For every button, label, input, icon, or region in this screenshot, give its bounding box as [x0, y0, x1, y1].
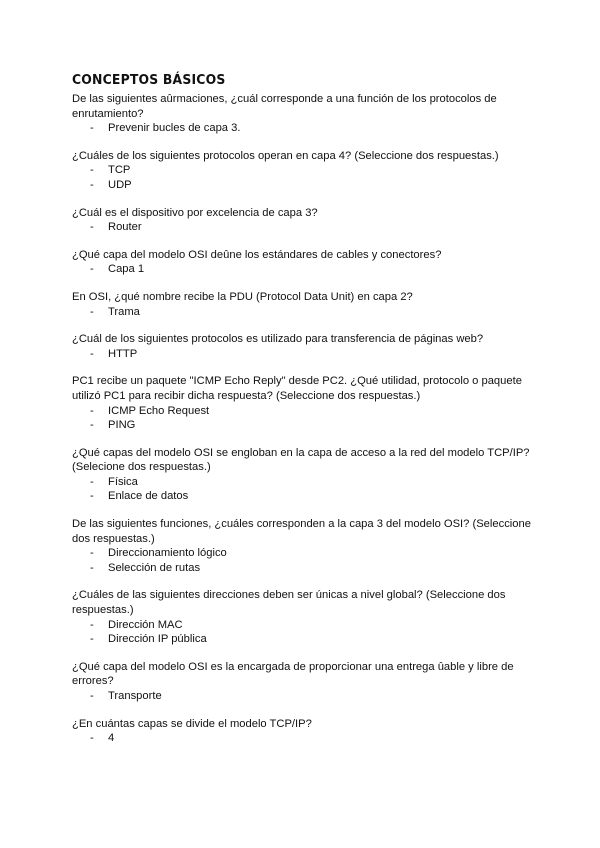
question-text: ¿En cuántas capas se divide el modelo TCP/IP? [72, 717, 312, 730]
question-text: PC1 recibe un paquete "ICMP Echo Reply" desde PC2. ¿Qué utilidad, protocolo o paquete utilizó PC1 para recibir dicha respuesta? (Seleccione dos respuestas.) [72, 375, 522, 402]
answer-list [72, 220, 542, 235]
question-text: ¿Qué capa del modelo OSI es la encargada de proporcionar una entrega ûable y libre de errores? [72, 660, 514, 688]
answer-item: - Capa 1 [72, 262, 542, 277]
answer-item: - Física [72, 475, 542, 490]
answer-item: - TCP [72, 163, 542, 178]
answer-item: - Enlace de datos [72, 489, 542, 504]
answer-list [72, 475, 542, 504]
question-text: ¿Cuáles de las siguientes direcciones deben ser únicas a nivel global? (Seleccione dos respuestas.) [72, 589, 506, 617]
answer-list [72, 121, 542, 136]
document-page [72, 72, 542, 759]
question-block [72, 374, 542, 432]
answer-list [72, 347, 542, 362]
question-block [72, 149, 542, 193]
question-text: ¿Qué capas del modelo OSI se engloban en la capa de acceso a la red del modelo TCP/IP? (Selecione dos respuestas.) [72, 446, 530, 474]
question-text: ¿Cuáles de los siguientes protocolos operan en capa 4? (Seleccione dos respuestas.) [72, 149, 499, 162]
answer-item: - Transporte [72, 689, 542, 704]
question-text: De las siguientes funciones, ¿cuáles corresponden a la capa 3 del modelo OSI? (Seleccione dos respuestas.) [72, 518, 531, 545]
answer-item: - Trama [72, 305, 542, 320]
question-block [72, 588, 542, 646]
answer-list [72, 731, 542, 746]
answer-list [72, 305, 542, 320]
question-block [72, 660, 542, 704]
answer-list [72, 546, 542, 575]
answer-list [72, 689, 542, 704]
answer-list [72, 618, 542, 647]
question-block [72, 517, 542, 575]
answer-item: - Selección de rutas [72, 561, 542, 576]
answer-item: - Dirección IP pública [72, 632, 542, 647]
question-text: De las siguientes aûrmaciones, ¿cuál corresponde a una función de los protocolos de enrutamiento? [72, 93, 497, 120]
question-block [72, 248, 542, 277]
question-text: ¿Cuál de los siguientes protocolos es utilizado para transferencia de páginas web? [72, 333, 484, 346]
question-block [72, 717, 542, 746]
question-block [72, 92, 542, 136]
answer-item: - Router [72, 220, 542, 235]
answer-item: - ICMP Echo Request [72, 404, 542, 419]
question-block [72, 290, 542, 319]
question-text: ¿Qué capa del modelo OSI deûne los estándares de cables y conectores? [72, 248, 442, 261]
question-block [72, 446, 542, 504]
answer-item: - HTTP [72, 347, 542, 362]
answer-list [72, 404, 542, 433]
answer-list [72, 163, 542, 192]
question-block [72, 332, 542, 361]
answer-item: - PING [72, 418, 542, 433]
question-list [72, 92, 542, 746]
section-heading: CONCEPTOS BÁSICOS [72, 72, 226, 88]
answer-item: - UDP [72, 178, 542, 193]
question-text: En OSI, ¿qué nombre recibe la PDU (Protocol Data Unit) en capa 2? [72, 290, 413, 303]
answer-item: - Dirección MAC [72, 618, 542, 633]
question-text: ¿Cuál es el dispositivo por excelencia de capa 3? [72, 206, 318, 219]
answer-list [72, 262, 542, 277]
answer-item: - Direccionamiento lógico [72, 546, 542, 561]
answer-item: - 4 [72, 731, 542, 746]
question-block [72, 206, 542, 235]
answer-item: - Prevenir bucles de capa 3. [72, 121, 542, 136]
